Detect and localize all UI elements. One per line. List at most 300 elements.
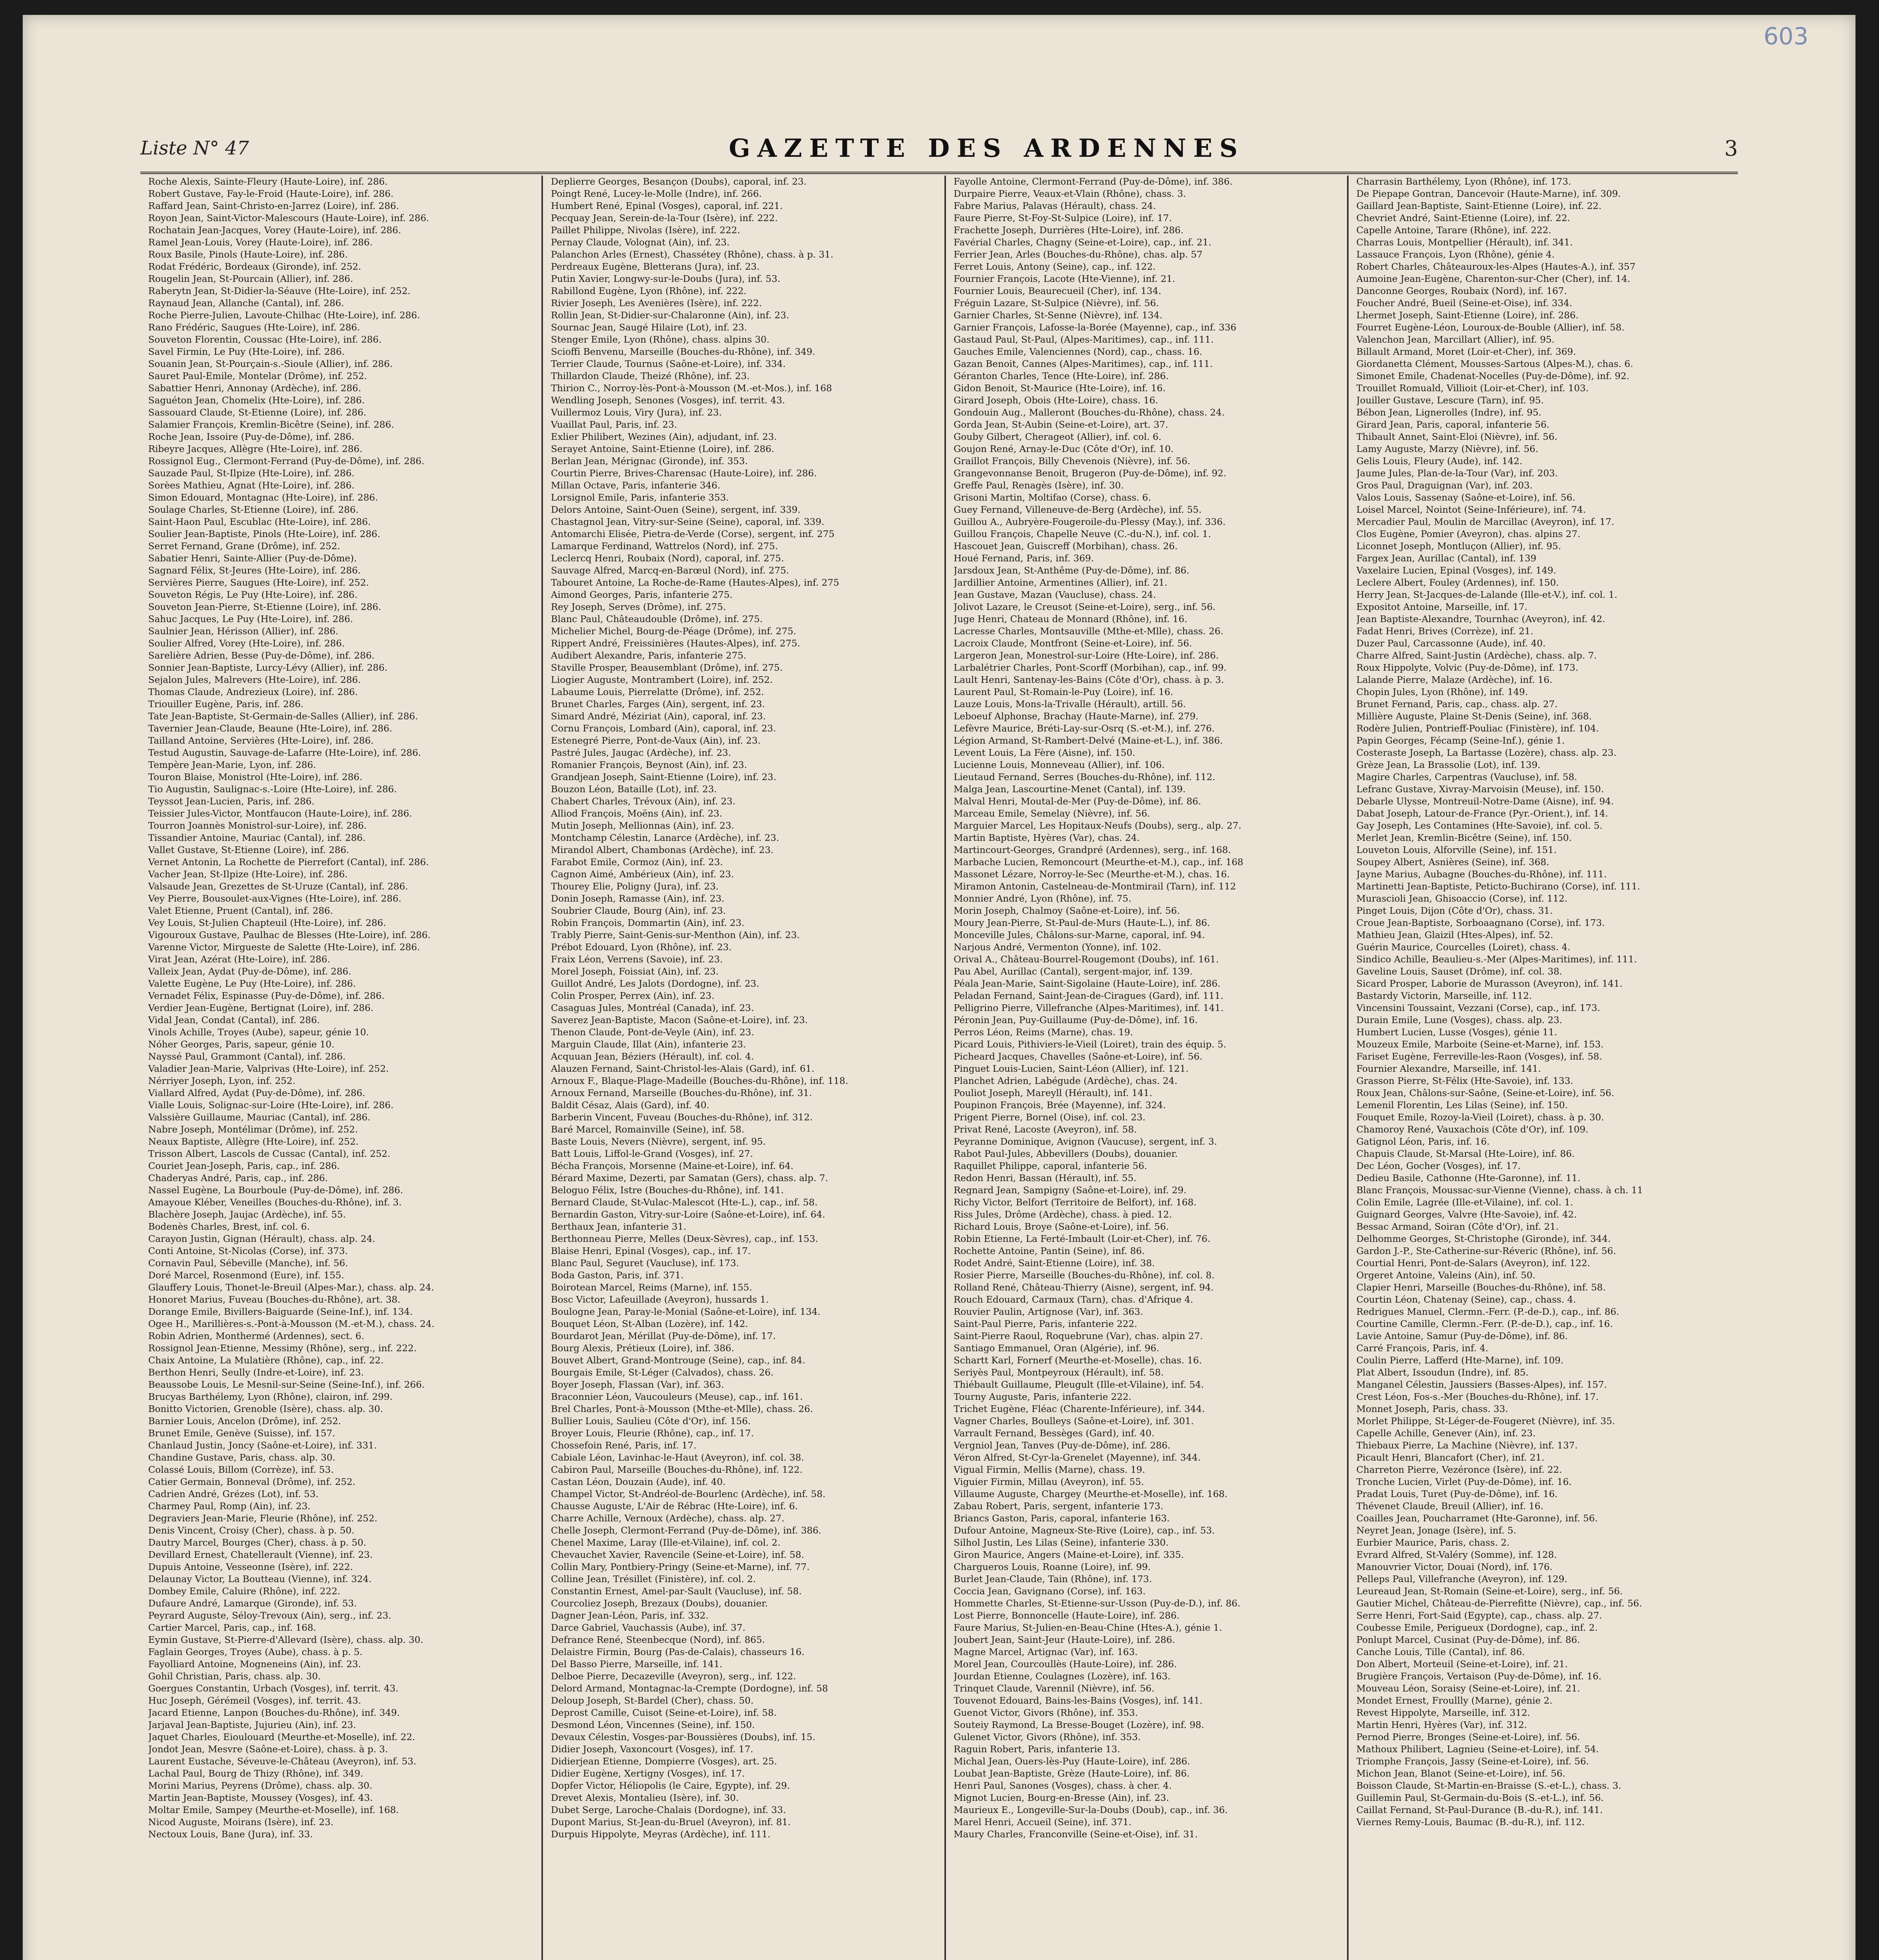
casualty-entry: Sonnier Jean-Baptiste, Lurcy-Lévy (Allier), inf. 286. [148, 662, 388, 673]
casualty-entry: Chevauchet Xavier, Ravencile (Seine-et-Loire), inf. 58. [551, 1549, 804, 1560]
casualty-entry: Dabat Joseph, Latour-de-France (Pyr.-Orient.), inf. 14. [1356, 808, 1608, 819]
casualty-entry: Romanier François, Beynost (Ain), inf. 23. [551, 759, 747, 770]
casualty-entry: Denis Vincent, Croisy (Cher), chass. à p. 50. [148, 1525, 355, 1536]
casualty-entry: Saguéton Jean, Chomelix (Hte-Loire), inf. 286. [148, 395, 365, 406]
issue-number: Liste N° 47 [140, 137, 249, 159]
casualty-entry: Virat Jean, Azérat (Hte-Loire), inf. 286. [148, 954, 330, 965]
casualty-entry: Huc Joseph, Gérémeil (Vosges), inf. territ. 43. [148, 1695, 361, 1706]
casualty-entry: Blachère Joseph, Jaujac (Ardèche), inf. 55. [148, 1209, 346, 1220]
casualty-entry: Lassauce François, Lyon (Rhône), génie 4. [1356, 249, 1555, 260]
casualty-entry: Pastré Jules, Jaugac (Ardèche), inf. 23. [551, 747, 731, 758]
scanned-page [23, 15, 1855, 1960]
casualty-entry: Fayolle Antoine, Clermont-Ferrand (Puy-de-Dôme), inf. 386. [953, 176, 1233, 187]
casualty-entry: Vagner Charles, Boulleys (Saône-et-Loire), inf. 301. [953, 1416, 1194, 1426]
casualty-entry: Michelier Michel, Bourg-de-Péage (Drôme), inf. 275. [551, 626, 797, 637]
casualty-entry: Lachal Paul, Bourg de Thizy (Rhône), inf. 349. [148, 1768, 363, 1779]
casualty-entry: Rano Frédéric, Saugues (Hte-Loire), inf. 286. [148, 322, 360, 333]
casualty-entry: Castan Léon, Douzain (Aude), inf. 40. [551, 1476, 726, 1487]
casualty-entry: Thévenet Claude, Breuil (Allier), inf. 16. [1356, 1501, 1543, 1512]
casualty-entry: Tempère Jean-Marie, Lyon, inf. 286. [148, 759, 316, 770]
casualty-entry: Delaistre Firmin, Bourg (Pas-de-Calais), chasseurs 16. [551, 1646, 805, 1657]
casualty-entry: Soubrier Claude, Bourg (Ain), inf. 23. [551, 905, 726, 916]
casualty-entry: Coccia Jean, Gavignano (Corse), inf. 163. [953, 1586, 1146, 1597]
casualty-entry: Tourron Joannès Monistrol-sur-Loire), inf. 286. [148, 820, 367, 831]
casualty-entry: Seriyès Paul, Montpeyroux (Hérault), inf. 58. [953, 1367, 1164, 1378]
casualty-entry: Fabre Marius, Palavas (Hérault), chass. 24. [953, 200, 1156, 211]
casualty-entry: Gohil Christian, Paris, chass. alp. 30. [148, 1671, 321, 1682]
casualty-entry: Bessac Armand, Soiran (Côte d'Or), inf. 21. [1356, 1221, 1559, 1232]
casualty-entry: Richard Louis, Broye (Saône-et-Loire), inf. 56. [953, 1221, 1169, 1232]
archive-page-note: 603 [1763, 23, 1808, 50]
casualty-entry: Varenne Victor, Mirgueste de Salette (Hte-Loire), inf. 286. [148, 942, 420, 953]
casualty-entry: Brel Charles, Pont-à-Mousson (Mthe-et-Mlle), chass. 26. [551, 1403, 813, 1414]
casualty-entry: Fourret Eugène-Léon, Louroux-de-Bouble (Allier), inf. 58. [1356, 322, 1625, 333]
casualty-entry: Lorsignol Emile, Paris, infanterie 353. [551, 492, 729, 503]
casualty-entry: Marceau Emile, Semelay (Nièvre), inf. 56. [953, 808, 1150, 819]
casualty-entry: Valenchon Jean, Marcillart (Allier), inf. 95. [1356, 334, 1555, 345]
casualty-entry: Valsaude Jean, Grezettes de St-Uruze (Cantal), inf. 286. [148, 881, 408, 892]
casualty-entry: Colin Emile, Lagrée (Ille-et-Vilaine), inf. col. 1. [1356, 1197, 1573, 1208]
casualty-entry: Boulogne Jean, Paray-le-Monial (Saône-et-Loire), inf. 134. [551, 1306, 821, 1317]
casualty-entry: Didier Eugène, Xertigny (Vosges), inf. 17. [551, 1768, 745, 1779]
casualty-entry: Chargueros Louis, Roanne (Loire), inf. 99. [953, 1561, 1151, 1572]
casualty-entry: Verdier Jean-Eugène, Bertignat (Loire), inf. 286. [148, 1002, 374, 1013]
casualty-entry: Narjous André, Vermenton (Yonne), inf. 102. [953, 942, 1161, 953]
casualty-entry: Morel Jean, Courcoullès (Haute-Loire), inf. 286. [953, 1659, 1177, 1670]
casualty-entry: Viallard Alfred, Aydat (Puy-de-Dôme), inf. 286. [148, 1087, 365, 1098]
casualty-entry: Raquillet Philippe, caporal, infanterie 56. [953, 1160, 1147, 1171]
casualty-entry: Sabattier Henri, Annonay (Ardèche), inf. 286. [148, 383, 361, 394]
casualty-entry: Chelle Joseph, Clermont-Ferrand (Puy-de-Dôme), inf. 386. [551, 1525, 822, 1536]
casualty-entry: Lhermet Joseph, Saint-Etienne (Loire), inf. 286. [1356, 310, 1579, 321]
casualty-entry: Charreton Pierre, Vezéronce (Isère), inf. 22. [1356, 1464, 1562, 1475]
casualty-entry: Dedieu Basile, Cathonne (Hte-Garonne), inf. 11. [1356, 1172, 1581, 1183]
casualty-entry: Grangevonnanse Benoit, Brugeron (Puy-de-Dôme), inf. 92. [953, 468, 1227, 479]
casualty-entry: Leclercq Henri, Roubaix (Nord), caporal, inf. 275. [551, 553, 784, 564]
casualty-entry: Evrard Alfred, St-Valéry (Somme), inf. 128. [1356, 1549, 1557, 1560]
casualty-entry: Royon Jean, Saint-Victor-Malescours (Haute-Loire), inf. 286. [148, 212, 429, 223]
newspaper-header [140, 125, 1738, 174]
casualty-entry: Fayolliard Antoine, Mogneneins (Ain), inf. 23. [148, 1659, 361, 1670]
casualty-entry: Clapier Henri, Marseille (Bouches-du-Rhône), inf. 58. [1356, 1282, 1606, 1293]
casualty-entry: Honoret Marius, Fuveau (Bouches-du-Rhône), art. 38. [148, 1294, 401, 1305]
casualty-entry: Dorange Emile, Bivillers-Baiguarde (Seine-Inf.), inf. 134. [148, 1306, 413, 1317]
casualty-entry: Murascioli Jean, Ghisoaccio (Corse), inf. 112. [1356, 893, 1568, 904]
casualty-entry: Neaux Baptiste, Allègre (Hte-Loire), inf. 252. [148, 1136, 359, 1147]
casualty-entry: Tavernier Jean-Claude, Beaune (Hte-Loire), inf. 286. [148, 723, 392, 734]
casualty-entry: Michal Jean, Ouers-lès-Puy (Haute-Loire), inf. 286. [953, 1756, 1190, 1767]
casualty-entry: Millan Octave, Paris, infanterie 346. [551, 480, 721, 491]
casualty-entry: Tissandier Antoine, Mauriac (Cantal), inf. 286. [148, 832, 366, 843]
casualty-entry: Cornu François, Lombard (Ain), caporal, inf. 23. [551, 723, 776, 734]
casualty-entry: Didierjean Etienne, Dompierre (Vosges), art. 25. [551, 1756, 777, 1767]
casualty-entry: Saulnier Jean, Hérisson (Allier), inf. 286. [148, 626, 339, 637]
casualty-entry: Vidal Jean, Condat (Cantal), inf. 286. [148, 1014, 320, 1025]
casualty-entry: Saint-Pierre Raoul, Roquebrune (Var), chas. alpin 27. [953, 1330, 1203, 1341]
casualty-entry: Serayet Antoine, Saint-Etienne (Loire), inf. 286. [551, 443, 775, 454]
casualty-entry: Robin Adrien, Monthermé (Ardennes), sect. 6. [148, 1330, 365, 1341]
casualty-entry: Brucyas Barthélemy, Lyon (Rhône), clairon, inf. 299. [148, 1391, 393, 1402]
casualty-entry: Papin Georges, Fécamp (Seine-Inf.), génie 1. [1356, 735, 1565, 746]
casualty-entry: Touron Blaise, Monistrol (Hte-Loire), inf. 286. [148, 771, 363, 782]
casualty-entry: Sarelière Adrien, Besse (Puy-de-Dôme), inf. 286. [148, 650, 375, 661]
casualty-entry: Gay Joseph, Les Contamines (Hte-Savoie), inf. col. 5. [1356, 820, 1603, 831]
casualty-entry: Gelis Louis, Fleury (Aude), inf. 142. [1356, 456, 1523, 466]
casualty-entry: Donin Joseph, Ramasse (Ain), inf. 23. [551, 893, 724, 904]
casualty-entry: Chossefoin René, Paris, inf. 17. [551, 1440, 697, 1451]
casualty-entry: Chamoroy René, Vauxachois (Côte d'Or), inf. 109. [1356, 1124, 1589, 1135]
casualty-entry: Croue Jean-Baptiste, Sorboaagnano (Corse), inf. 173. [1356, 917, 1605, 928]
casualty-entry: Roux Jean, Châlons-sur-Saône, (Seine-et-Loire), inf. 56. [1356, 1087, 1614, 1098]
casualty-entry: Deloup Joseph, St-Bardel (Cher), chass. 50. [551, 1695, 754, 1706]
casualty-entry: Duzer Paul, Carcassonne (Aude), inf. 40. [1356, 638, 1546, 649]
casualty-entry: Roche Alexis, Sainte-Fleury (Haute-Loire), inf. 286. [148, 176, 388, 187]
casualty-entry: Courtin Léon, Chatenay (Seine), cap., chass. 4. [1356, 1294, 1576, 1305]
casualty-entry: Joubert Jean, Saint-Jeur (Haute-Loire), inf. 286. [953, 1634, 1175, 1645]
casualty-entry: Thomas Claude, Andrezieux (Loire), inf. 286. [148, 686, 358, 697]
casualty-entry: Picheard Jacques, Chavelles (Saône-et-Loire), inf. 56. [953, 1051, 1203, 1062]
casualty-entry: Tio Augustin, Saulignac-s.-Loire (Hte-Loire), inf. 286. [148, 784, 397, 795]
casualty-entry: Jarsdoux Jean, St-Anthême (Puy-de-Dôme), inf. 86. [953, 565, 1189, 576]
casualty-entry: Villaume Auguste, Chargey (Meurthe-et-Moselle), inf. 168. [953, 1488, 1228, 1499]
column-4 [1347, 176, 1738, 1960]
casualty-entry: Raberytn Jean, St-Didier-la-Séauve (Hte-Loire), inf. 252. [148, 285, 411, 296]
casualty-entry: Jondot Jean, Mesvre (Saône-et-Loire), chass. à p. 3. [148, 1744, 388, 1755]
casualty-list [140, 176, 1738, 1960]
casualty-entry: Marguier Marcel, Les Hopitaux-Neufs (Doubs), serg., alp. 27. [953, 820, 1242, 831]
casualty-entry: Sauzade Paul, St-Ilpize (Hte-Loire), inf. 286. [148, 468, 355, 479]
casualty-entry: Guey Fernand, Villeneuve-de-Berg (Ardèche), inf. 55. [953, 504, 1202, 515]
casualty-entry: Houé Fernand, Paris, inf. 369. [953, 553, 1094, 564]
casualty-entry: Perros Léon, Reims (Marne), chas. 19. [953, 1027, 1133, 1038]
casualty-entry: Courtial Henri, Pont-de-Salars (Aveyron), inf. 122. [1356, 1258, 1590, 1269]
casualty-entry: Gazan Benoit, Cannes (Alpes-Maritimes), cap., inf. 111. [953, 358, 1213, 369]
casualty-entry: Sorèes Mathieu, Agnat (Hte-Loire), inf. 286. [148, 480, 355, 491]
casualty-entry: Dec Léon, Gocher (Vosges), inf. 17. [1356, 1160, 1521, 1171]
casualty-entry: Didier Joseph, Vaxoncourt (Vosges), inf. 17. [551, 1744, 753, 1755]
casualty-entry: Danconne Georges, Roubaix (Nord), inf. 167. [1356, 285, 1567, 296]
casualty-entry: Robert Charles, Châteauroux-les-Alpes (Hautes-A.), inf. 357 [1356, 261, 1636, 272]
casualty-entry: Canche Louis, Tille (Cantal), inf. 86. [1356, 1646, 1525, 1657]
casualty-entry: Boyer Joseph, Flassan (Var), inf. 363. [551, 1379, 724, 1390]
casualty-entry: Girard Jean, Paris, caporal, infanterie 56. [1356, 419, 1550, 430]
casualty-entry: Sejalon Jules, Malrevers (Hte-Loire), inf. 286. [148, 674, 361, 685]
casualty-entry: Soulier Jean-Baptiste, Pinols (Hte-Loire), inf. 286. [148, 528, 380, 539]
casualty-entry: Ogee H., Marillières-s.-Pont-à-Mousson (M.-et-M.), chass. 24. [148, 1318, 435, 1329]
casualty-entry: Devaux Célestin, Vosges-par-Boussières (Doubs), inf. 15. [551, 1731, 815, 1742]
casualty-entry: Cagnon Aimé, Ambérieux (Ain), inf. 23. [551, 869, 734, 880]
casualty-entry: Henri Paul, Sanones (Vosges), chass. à cher. 4. [953, 1780, 1172, 1791]
casualty-entry: Maurieux E., Longeville-Sur-la-Doubs (Doub), cap., inf. 36. [953, 1804, 1228, 1815]
casualty-entry: Rey Joseph, Serves (Drôme), inf. 275. [551, 601, 726, 612]
casualty-entry: Berthonneau Pierre, Melles (Deux-Sèvres), cap., inf. 153. [551, 1233, 818, 1244]
casualty-entry: Jacard Etienne, Lanpon (Bouches-du-Rhône), inf. 349. [148, 1707, 400, 1718]
casualty-entry: Moury Jean-Pierre, St-Paul-de-Murs (Haute-L.), inf. 86. [953, 917, 1210, 928]
casualty-entry: Eymin Gustave, St-Pierre-d'Allevard (Isère), chass. alp. 30. [148, 1634, 423, 1645]
casualty-entry: Nabre Joseph, Montélimar (Drôme), inf. 252. [148, 1124, 358, 1135]
casualty-entry: Boda Gaston, Paris, inf. 371. [551, 1270, 684, 1281]
casualty-entry: Dombey Emile, Caluire (Rhône), inf. 222. [148, 1586, 341, 1597]
casualty-entry: Coubesse Emile, Perigueux (Dordogne), cap., inf. 2. [1356, 1622, 1598, 1633]
casualty-entry: Bouzon Léon, Bataille (Lot), inf. 23. [551, 784, 717, 795]
casualty-entry: Saint-Paul Pierre, Paris, infanterie 222. [953, 1318, 1137, 1329]
casualty-entry: Cadrien André, Grézes (Lot), inf. 53. [148, 1488, 319, 1499]
casualty-entry: Millière Auguste, Plaine St-Denis (Seine), inf. 368. [1356, 711, 1592, 722]
casualty-entry: Leclere Albert, Fouley (Ardennes), inf. 150. [1356, 577, 1559, 588]
casualty-entry: Sauret Paul-Emile, Montelar (Drôme), inf. 252. [148, 370, 367, 381]
casualty-entry: Moltar Emile, Sampey (Meurthe-et-Moselle), inf. 168. [148, 1804, 399, 1815]
casualty-entry: Malval Henri, Moutal-de-Mer (Puy-de-Dôme), inf. 86. [953, 796, 1201, 807]
casualty-entry: Casaguas Jules, Montréal (Canada), inf. 23. [551, 1002, 754, 1013]
casualty-entry: Barberin Vincent, Fuveau (Bouches-du-Rhône), inf. 312. [551, 1112, 813, 1123]
casualty-entry: Rochatain Jean-Jacques, Vorey (Haute-Loire), inf. 286. [148, 225, 401, 236]
casualty-entry: Beloguo Félix, Istre (Bouches-du-Rhône), inf. 141. [551, 1185, 784, 1196]
casualty-entry: Gastaud Paul, St-Paul, (Alpes-Maritimes), cap., inf. 111. [953, 334, 1214, 345]
casualty-entry: Debarle Ulysse, Montreuil-Notre-Dame (Aisne), inf. 94. [1356, 796, 1614, 807]
casualty-entry: Souveton Jean-Pierre, St-Etienne (Loire), inf. 286. [148, 601, 381, 612]
casualty-entry: Peyrard Auguste, Séloy-Trevoux (Ain), serg., inf. 23. [148, 1610, 392, 1621]
casualty-entry: Vey Louis, St-Julien Chapteuil (Hte-Loire), inf. 286. [148, 917, 386, 928]
casualty-entry: Ribeyre Jacques, Allègre (Hte-Loire), inf. 286. [148, 443, 363, 454]
casualty-entry: Colassé Louis, Billom (Corrèze), inf. 53. [148, 1464, 334, 1475]
casualty-entry: Arnoux Fernand, Marseille (Bouches-du-Rhône), inf. 31. [551, 1087, 812, 1098]
casualty-entry: Fariset Eugène, Ferreville-les-Raon (Vosges), inf. 58. [1356, 1051, 1602, 1062]
casualty-entry: Mercadier Paul, Moulin de Marcillac (Aveyron), inf. 17. [1356, 516, 1614, 527]
casualty-entry: Morini Marius, Peyrens (Drôme), chass. alp. 30. [148, 1780, 372, 1791]
casualty-entry: Sournac Jean, Saugé Hilaire (Lot), inf. 23. [551, 322, 747, 333]
casualty-entry: Collin Mary, Pontbiery-Pringy (Seine-et-Marne), inf. 77. [551, 1561, 810, 1572]
casualty-entry: Dagner Jean-Léon, Paris, inf. 332. [551, 1610, 709, 1621]
casualty-entry: Regnard Jean, Sampigny (Saône-et-Loire), inf. 29. [953, 1185, 1187, 1196]
casualty-entry: Robert Gustave, Fay-le-Froid (Haute-Loire), inf. 286. [148, 188, 394, 199]
casualty-entry: Bourg Alexis, Prétieux (Loire), inf. 386. [551, 1343, 734, 1354]
casualty-entry: Barnier Louis, Ancelon (Drôme), inf. 252. [148, 1416, 341, 1426]
casualty-entry: Catier Germain, Bonneval (Drôme), inf. 252. [148, 1476, 356, 1487]
casualty-entry: Serre Henri, Fort-Said (Egypte), cap., chass. alp. 27. [1356, 1610, 1602, 1621]
casualty-entry: Dupuis Antoine, Vesseonne (Isère), inf. 222. [148, 1561, 353, 1572]
casualty-entry: Lauze Louis, Mons-la-Trivalle (Hérault), artill. 56. [953, 699, 1186, 710]
casualty-entry: Bourgais Emile, St-Léger (Calvados), chass. 26. [551, 1367, 774, 1378]
casualty-entry: Trably Pierre, Saint-Genis-sur-Menthon (Ain), inf. 23. [551, 929, 800, 940]
casualty-entry: Magne Marcel, Artignac (Var), inf. 163. [953, 1646, 1138, 1657]
casualty-entry: Chaix Antoine, La Mulatière (Rhône), cap., inf. 22. [148, 1355, 384, 1366]
casualty-entry: Mondet Ernest, Froullly (Marne), génie 2. [1356, 1695, 1552, 1706]
casualty-entry: Lefranc Gustave, Xivray-Marvoisin (Meuse), inf. 150. [1356, 784, 1604, 795]
casualty-entry: Bastardy Victorin, Marseille, inf. 112. [1356, 990, 1532, 1001]
casualty-entry: Charre Achille, Vernoux (Ardèche), chass. alp. 27. [551, 1513, 784, 1524]
casualty-entry: Sagnard Félix, St-Jeures (Hte-Loire), inf. 286. [148, 565, 361, 576]
casualty-entry: Picard Louis, Pithiviers-le-Vieil (Loiret), train des équip. 5. [953, 1039, 1227, 1050]
casualty-entry: Valette Eugène, Le Puy (Hte-Loire), inf. 286. [148, 978, 356, 989]
casualty-entry: Berthaux Jean, infanterie 31. [551, 1221, 686, 1232]
casualty-entry: Chanlaud Justin, Joncy (Saône-et-Loire), inf. 331. [148, 1440, 377, 1451]
casualty-entry: Robin Etienne, La Ferté-Imbault (Loir-et-Cher), inf. 76. [953, 1233, 1211, 1244]
casualty-entry: Cartier Marcel, Paris, cap., inf. 168. [148, 1622, 316, 1633]
casualty-entry: Sahuc Jacques, Le Puy (Hte-Loire), inf. 286. [148, 613, 353, 624]
casualty-entry: Liogier Auguste, Montrambert (Loire), inf. 252. [551, 674, 773, 685]
casualty-entry: Pecquay Jean, Serein-de-la-Tour (Isère), inf. 222. [551, 212, 778, 223]
casualty-entry: Lefèvre Maurice, Bréti-Lay-sur-Osrq (S.-et-M.), inf. 276. [953, 723, 1215, 734]
casualty-entry: Deplierre Georges, Besançon (Doubs), caporal, inf. 23. [551, 176, 807, 187]
casualty-entry: Trichet Eugène, Fléac (Charente-Inférieure), inf. 344. [953, 1403, 1205, 1414]
casualty-entry: Vuaillat Paul, Paris, inf. 23. [551, 419, 677, 430]
casualty-entry: Loubat Jean-Baptiste, Grèze (Haute-Loire), inf. 86. [953, 1768, 1190, 1779]
casualty-entry: Pau Abel, Aurillac (Cantal), sergent-major, inf. 139. [953, 966, 1193, 977]
casualty-entry: Sicard Prosper, Laborie de Murasson (Aveyron), inf. 141. [1356, 978, 1623, 989]
casualty-entry: Vuillermoz Louis, Viry (Jura), inf. 23. [551, 407, 722, 418]
casualty-entry: Bourdarot Jean, Mérillat (Puy-de-Dôme), inf. 17. [551, 1330, 776, 1341]
casualty-entry: Jean Baptiste-Alexandre, Tournhac (Aveyron), inf. 42. [1356, 613, 1605, 624]
casualty-entry: Orgeret Antoine, Valeins (Ain), inf. 50. [1356, 1270, 1536, 1281]
casualty-entry: Simonet Emile, Chadenat-Nocelles (Puy-de-Dôme), inf. 92. [1356, 370, 1630, 381]
casualty-entry: Martinetti Jean-Baptiste, Peticto-Buchirano (Corse), inf. 111. [1356, 881, 1640, 892]
casualty-entry: Fréguin Lazare, St-Sulpice (Nièvre), inf. 56. [953, 298, 1159, 309]
casualty-entry: Desmond Léon, Vincennes (Seine), inf. 150. [551, 1719, 755, 1730]
casualty-entry: Terrier Claude, Tournus (Saône-et-Loire), inf. 334. [551, 358, 786, 369]
casualty-entry: Serret Fernand, Grane (Drôme), inf. 252. [148, 541, 340, 552]
casualty-entry: Delors Antoine, Saint-Ouen (Seine), sergent, inf. 339. [551, 504, 801, 515]
casualty-entry: Exlier Philibert, Wezines (Ain), adjudant, inf. 23. [551, 431, 777, 442]
casualty-entry: Putin Xavier, Longwy-sur-le-Doubs (Jura), inf. 53. [551, 273, 781, 284]
casualty-entry: Tailland Antoine, Servières (Hte-Loire), inf. 286. [148, 735, 374, 746]
casualty-entry: Roche Jean, Issoire (Puy-de-Dôme), inf. 286. [148, 431, 354, 442]
casualty-entry: Touvenot Edouard, Bains-les-Bains (Vosges), inf. 141. [953, 1695, 1203, 1706]
casualty-entry: Jourdan Etienne, Coulagnes (Lozère), inf. 163. [953, 1671, 1171, 1682]
casualty-entry: Prigent Pierre, Bornel (Oise), inf. col. 23. [953, 1112, 1146, 1123]
casualty-entry: Ferret Louis, Antony (Seine), cap., inf. 122. [953, 261, 1156, 272]
casualty-entry: Redon Henri, Bassan (Hérault), inf. 55. [953, 1172, 1136, 1183]
casualty-entry: Dopfer Victor, Héliopolis (le Caire, Egypte), inf. 29. [551, 1780, 790, 1791]
casualty-entry: Légion Armand, St-Rambert-Delvé (Maine-et-L.), inf. 386. [953, 735, 1223, 746]
casualty-entry: Ramel Jean-Louis, Vorey (Haute-Loire), inf. 286. [148, 237, 373, 248]
casualty-entry: Courcoliez Joseph, Brezaux (Doubs), douanier. [551, 1598, 768, 1609]
casualty-entry: Largeron Jean, Monestrol-sur-Loire (Hte-Loire), inf. 286. [953, 650, 1219, 661]
casualty-entry: Glauffery Louis, Thonet-le-Breuil (Alpes-Mar.), chass. alp. 24. [148, 1282, 434, 1293]
casualty-entry: Grasson Pierre, St-Félix (Hte-Savoie), inf. 133. [1356, 1075, 1574, 1086]
casualty-entry: Pernod Pierre, Bronges (Seine-et-Loire), inf. 56. [1356, 1731, 1580, 1742]
casualty-entry: Eurbier Maurice, Paris, chass. 2. [1356, 1537, 1510, 1548]
casualty-entry: Beaussobe Louis, Le Mesnil-sur-Seine (Seine-Inf.), inf. 266. [148, 1379, 425, 1390]
casualty-entry: Berlan Jean, Mérignac (Gironde), inf. 353. [551, 456, 748, 466]
casualty-entry: Bernard Claude, St-Vulac-Malescot (Hte-L.), cap., inf. 58. [551, 1197, 818, 1208]
casualty-entry: Gatignol Léon, Paris, inf. 16. [1356, 1136, 1490, 1147]
casualty-entry: Vallet Gustave, St-Etienne (Loire), inf. 286. [148, 844, 349, 855]
casualty-entry: Goujon René, Arnay-le-Duc (Côte d'Or), inf. 10. [953, 443, 1174, 454]
casualty-entry: Coulin Pierre, Lafferd (Hte-Marne), inf. 109. [1356, 1355, 1564, 1366]
casualty-entry: Pelleps Paul, Villefranche (Aveyron), inf. 129. [1356, 1573, 1568, 1584]
casualty-entry: Colin Prosper, Perrex (Ain), inf. 23. [551, 990, 715, 1001]
casualty-entry: Vincensini Toussaint, Vezzani (Corse), cap., inf. 173. [1356, 1002, 1600, 1013]
casualty-entry: Souteiy Raymond, La Bresse-Bouget (Lozère), inf. 98. [953, 1719, 1204, 1730]
casualty-entry: Gros Paul, Draguignan (Var), inf. 203. [1356, 480, 1533, 491]
casualty-entry: Lemenil Florentin, Les Lilas (Seine), inf. 150. [1356, 1100, 1568, 1111]
casualty-entry: Poupinon François, Brée (Mayenne), inf. 324. [953, 1100, 1166, 1111]
casualty-entry: Gaillard Jean-Baptiste, Saint-Etienne (Loire), inf. 22. [1356, 200, 1602, 211]
casualty-entry: Garnier François, Lafosse-la-Borée (Mayenne), cap., inf. 336 [953, 322, 1236, 333]
casualty-entry: Revest Hippolyte, Marseille, inf. 312. [1356, 1707, 1530, 1718]
casualty-entry: Thillardon Claude, Theizé (Rhône), inf. 23. [551, 370, 750, 381]
casualty-entry: Raffard Jean, Saint-Christo-en-Jarrez (Loire), inf. 286. [148, 200, 399, 211]
casualty-entry: Rabillond Eugène, Lyon (Rhône), inf. 222. [551, 285, 747, 296]
casualty-entry: Pelligrino Pierre, Villefranche (Alpes-Maritimes), inf. 141. [953, 1002, 1224, 1013]
casualty-entry: Aimond Georges, Paris, infanterie 275. [551, 589, 733, 600]
casualty-entry: Sassouard Claude, St-Etienne (Loire), inf. 286. [148, 407, 367, 418]
casualty-entry: Marguin Claude, Illat (Ain), infanterie 23. [551, 1039, 746, 1050]
casualty-entry: Guérin Maurice, Courcelles (Loiret), chass. 4. [1356, 942, 1570, 953]
casualty-entry: Morel Joseph, Foissiat (Ain), inf. 23. [551, 966, 719, 977]
casualty-entry: Humbert René, Epinal (Vosges), caporal, inf. 221. [551, 200, 783, 211]
casualty-entry: Gardon J.-P., Ste-Catherine-sur-Réveric (Rhône), inf. 56. [1356, 1245, 1616, 1256]
casualty-entry: Souanin Jean, St-Pourçain-s.-Sioule (Allier), inf. 286. [148, 358, 393, 369]
casualty-entry: Schartt Karl, Fornerf (Meurthe-et-Moselle), chas. 16. [953, 1355, 1202, 1366]
casualty-entry: Thourey Elie, Poligny (Jura), inf. 23. [551, 881, 719, 892]
casualty-entry: Rollin Jean, St-Didier-sur-Chalaronne (Ain), inf. 23. [551, 310, 789, 321]
casualty-entry: Giron Maurice, Angers (Maine-et-Loire), inf. 335. [953, 1549, 1184, 1560]
casualty-entry: Durpuis Hippolyte, Meyras (Ardèche), inf. 111. [551, 1829, 771, 1840]
casualty-entry: Faure Pierre, St-Foy-St-Sulpice (Loire), inf. 17. [953, 212, 1172, 223]
casualty-entry: Liconnet Joseph, Montluçon (Allier), inf. 95. [1356, 541, 1561, 552]
casualty-entry: Massonet Lézare, Norroy-le-Sec (Meurthe-et-M.), chas. 16. [953, 869, 1230, 880]
casualty-entry: Mathieu Jean, Glaizil (Htes-Alpes), inf. 52. [1356, 929, 1553, 940]
casualty-entry: Vinols Achille, Troyes (Aube), sapeur, génie 10. [148, 1027, 369, 1038]
casualty-entry: Devillard Ernest, Chatellerault (Vienne), inf. 23. [148, 1549, 373, 1560]
casualty-entry: Jardillier Antoine, Armentines (Allier), inf. 21. [953, 577, 1167, 588]
casualty-entry: Chastagnol Jean, Vitry-sur-Seine (Seine), caporal, inf. 339. [551, 516, 824, 527]
casualty-entry: Jaquet Charles, Eioulouard (Meurthe-et-Moselle), inf. 22. [148, 1731, 415, 1742]
casualty-entry: Valet Etienne, Pruent (Cantal), inf. 286. [148, 905, 333, 916]
casualty-entry: Brunet Emile, Genève (Suisse), inf. 157. [148, 1428, 336, 1439]
casualty-entry: Herry Jean, St-Jacques-de-Lalande (Ille-et-V.), inf. col. 1. [1356, 589, 1618, 600]
casualty-entry: Pouliot Joseph, Mareyll (Hérault), inf. 141. [953, 1087, 1153, 1098]
casualty-entry: Tate Jean-Baptiste, St-Germain-de-Salles (Allier), inf. 286. [148, 711, 418, 722]
casualty-entry: Perdreaux Eugène, Bletterans (Jura), inf. 23. [551, 261, 760, 272]
casualty-entry: Boirotean Marcel, Reims (Marne), inf. 155. [551, 1282, 752, 1293]
casualty-entry: Robin François, Dommartin (Ain), inf. 23. [551, 917, 744, 928]
casualty-entry: Staville Prosper, Beausemblant (Drôme), inf. 275. [551, 662, 783, 673]
casualty-entry: Thiébault Guillaume, Pleugult (Ille-et-Vilaine), inf. 54. [953, 1379, 1204, 1390]
casualty-entry: Hascouet Jean, Guiscreff (Morbihan), chass. 26. [953, 541, 1178, 552]
casualty-entry: Valos Louis, Sassenay (Saône-et-Loire), inf. 56. [1356, 492, 1576, 503]
casualty-entry: Vey Pierre, Bousoulet-aux-Vignes (Hte-Loire), inf. 286. [148, 893, 401, 904]
casualty-entry: Cabiron Paul, Marseille (Bouches-du-Rhône), inf. 122. [551, 1464, 803, 1475]
casualty-entry: Bernardin Gaston, Vitry-sur-Loire (Saône-et-Loire), inf. 64. [551, 1209, 825, 1220]
casualty-entry: Rodère Julien, Pontrieff-Pouliac (Finistère), inf. 104. [1356, 723, 1599, 734]
casualty-entry: Durain Emile, Lune (Vosges), chass. alp. 23. [1356, 1014, 1563, 1025]
casualty-entry: Clos Eugène, Pomier (Aveyron), chas. alpins 27. [1356, 528, 1581, 539]
casualty-entry: Simard André, Méziriat (Ain), caporal, inf. 23. [551, 711, 766, 722]
casualty-entry: Pinget Louis, Dijon (Côte d'Or), chass. 31. [1356, 905, 1553, 916]
casualty-entry: Vigual Firmin, Mellis (Marne), chass. 19. [953, 1464, 1146, 1475]
casualty-entry: Paillet Philippe, Nivolas (Isère), inf. 222. [551, 225, 740, 236]
casualty-entry: Batt Louis, Liffol-le-Grand (Vosges), inf. 27. [551, 1148, 753, 1159]
casualty-entry: Vigouroux Gustave, Paulhac de Blesses (Hte-Loire), inf. 286. [148, 929, 431, 940]
casualty-entry: Burlet Jean-Claude, Tain (Rhône), inf. 173. [953, 1573, 1152, 1584]
casualty-entry: Pernay Claude, Volognat (Ain), inf. 23. [551, 237, 730, 248]
casualty-entry: Marbache Lucien, Remoncourt (Meurthe-et-M.), cap., inf. 168 [953, 857, 1244, 867]
casualty-entry: Boisson Claude, St-Martin-en-Braisse (S.-et-L.), chass. 3. [1356, 1780, 1621, 1791]
casualty-entry: Thenon Claude, Pont-de-Veyle (Ain), inf. 23. [551, 1027, 754, 1038]
casualty-entry: Picault Henri, Blancafort (Cher), inf. 21. [1356, 1452, 1545, 1463]
casualty-entry: Varrault Fernand, Bessèges (Gard), inf. 40. [953, 1428, 1155, 1439]
casualty-entry: Sabatier Henri, Sainte-Allier (Puy-de-Dôme). [148, 553, 357, 564]
casualty-entry: Fraix Léon, Verrens (Savoie), inf. 23. [551, 954, 723, 965]
casualty-entry: Montchamp Célestin, Lanarce (Ardèche), inf. 23. [551, 832, 779, 843]
casualty-entry: Jaume Jules, Plan-de-la-Tour (Var), inf. 203. [1356, 468, 1558, 479]
casualty-entry: Constantin Ernest, Amel-par-Sault (Vaucluse), inf. 58. [551, 1586, 802, 1597]
casualty-entry: Valssière Guillaume, Mauriac (Cantal), inf. 286. [148, 1112, 370, 1123]
casualty-entry: Caillat Fernand, St-Paul-Durance (B.-du-R.), inf. 141. [1356, 1804, 1603, 1815]
casualty-entry: Capelle Antoine, Tarare (Rhône), inf. 222. [1356, 225, 1552, 236]
